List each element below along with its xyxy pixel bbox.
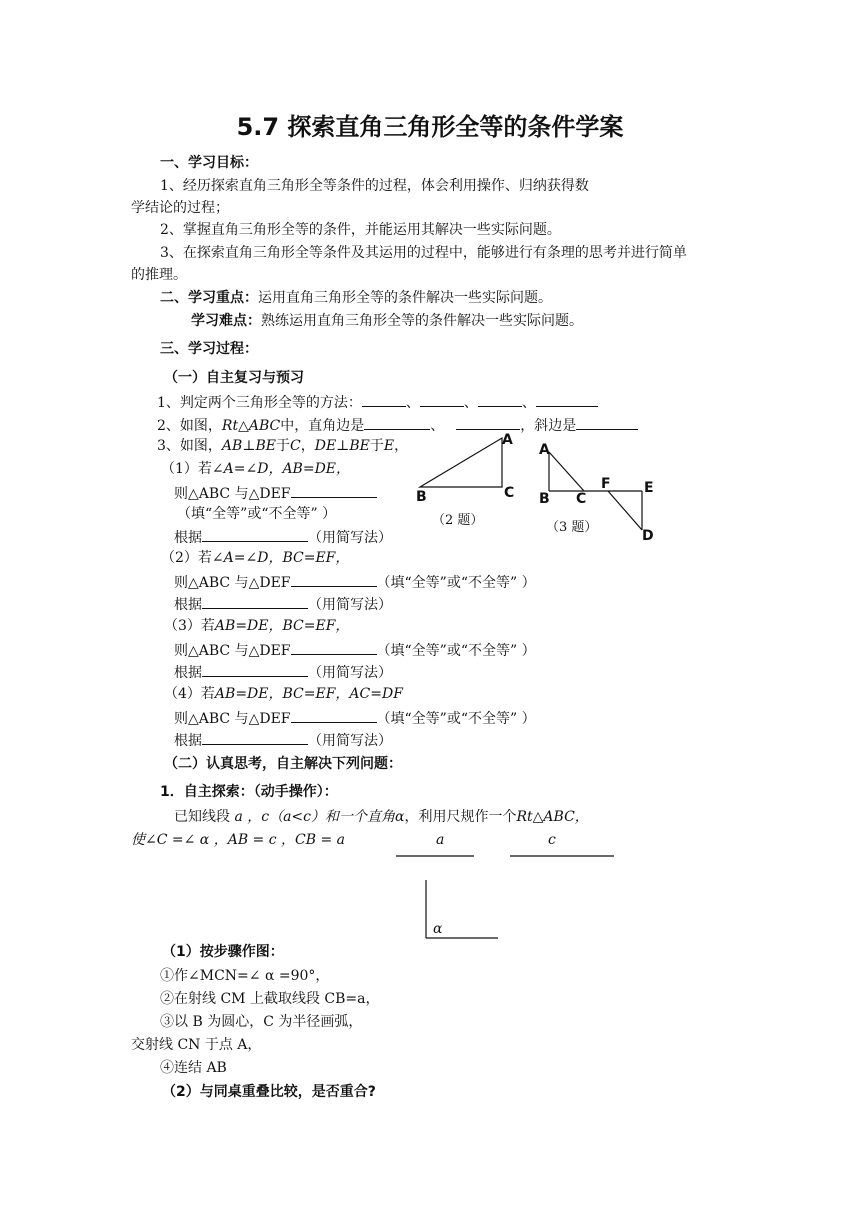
answer-blank[interactable]	[364, 415, 430, 430]
answer-blank[interactable]	[291, 708, 377, 723]
condition-line	[131, 831, 345, 849]
text: ，	[394, 438, 409, 454]
step-4: ④连结 AB	[160, 1060, 227, 1076]
goal-3-line-1: 3、在探索直角三角形全等条件及其运用的过程中，能够进行有条理的思考并进行简单	[160, 245, 687, 261]
goal-3-line-2: 的推理。	[131, 267, 187, 283]
fig3-caption: （3 题）	[546, 520, 598, 535]
sub-question-2	[161, 549, 349, 567]
sub-then: 则△ABC 与△DEF	[174, 643, 291, 659]
segment-c-label: c	[548, 832, 556, 848]
explore-num: 1．自主探索：	[160, 784, 254, 800]
given-text: 已知线段	[174, 809, 230, 825]
sub-num: （2）若	[161, 550, 212, 566]
sub-then: 则△ABC 与△DEF	[174, 711, 291, 727]
fill-hint: （填“全等”或“不全等” ）	[376, 575, 536, 591]
key-point-text: 运用直角三角形全等的条件解决一些实际问题。	[258, 290, 552, 306]
separator: 、	[521, 395, 536, 411]
sub-4-basis	[174, 730, 392, 750]
basis-label: 根据	[174, 733, 202, 749]
text: ，	[300, 438, 315, 454]
question-2-prefix: 2、如图，	[157, 418, 222, 434]
sub-3-conclusion	[174, 640, 536, 660]
answer-blank[interactable]	[291, 572, 377, 587]
goal-1-line-2: 学结论的过程；	[131, 200, 229, 216]
fig3-label-c: C	[576, 491, 587, 507]
condition: DE⊥BE	[314, 438, 370, 454]
explore-tag: （动手操作）：	[253, 784, 338, 800]
condition: C	[290, 438, 301, 454]
triangle-name: Rt△ABC	[221, 418, 281, 434]
fill-hint: （填“全等”或“不全等” ）	[376, 711, 536, 727]
explore-heading	[160, 783, 338, 801]
goal-2: 2、掌握直角三角形全等的条件，并能运用其解决一些实际问题。	[160, 222, 561, 238]
sub-3-basis	[174, 662, 392, 682]
separator: 、	[405, 395, 420, 411]
answer-blank[interactable]	[478, 392, 522, 407]
question-3	[157, 437, 408, 455]
question-1	[157, 392, 598, 412]
sub-4-conclusion	[174, 708, 536, 728]
basis-note: （用简写法）	[308, 665, 392, 681]
sub-num: （1）若	[161, 461, 212, 477]
compare-question: （2）与同桌重叠比较，是否重合?	[162, 1084, 376, 1100]
sub-condition: ∠A=∠D，BC=EF，	[211, 550, 350, 566]
sub-question-3	[164, 617, 349, 635]
sub-num: （4）若	[164, 686, 215, 702]
basis-label: 根据	[174, 665, 202, 681]
difficulty-label: 学习难点：	[191, 313, 261, 329]
fig2-label-c: C	[504, 485, 515, 501]
answer-blank[interactable]	[202, 730, 308, 745]
question-2-hyp: ，斜边是	[520, 418, 577, 434]
fig3-label-a: A	[539, 442, 550, 458]
basis-note: （用简写法）	[308, 597, 392, 613]
question-3-prefix: 3、如图，	[157, 438, 222, 454]
fig3-label-d: D	[642, 528, 654, 544]
basis-note: （用简写法）	[308, 733, 392, 749]
triangle-abc	[420, 438, 502, 487]
difficulty-text: 熟练运用直角三角形全等的条件解决一些实际问题。	[261, 313, 583, 329]
step-3-cont: 交射线 CN 于点 A，	[131, 1037, 262, 1053]
answer-blank[interactable]	[456, 415, 520, 430]
basis-label: 根据	[174, 597, 202, 613]
segment-fd	[608, 491, 642, 530]
sub-question-4	[164, 685, 403, 703]
sub-question-1	[161, 460, 350, 478]
basis-label: 根据	[174, 530, 202, 546]
key-point-label: 二、学习重点：	[160, 290, 258, 306]
key-point-row	[160, 289, 552, 307]
fig2-caption: （2 题）	[432, 513, 484, 528]
condition: AB⊥BE	[221, 438, 276, 454]
sub-2-conclusion	[174, 572, 536, 592]
given-line	[174, 808, 589, 826]
answer-blank[interactable]	[291, 483, 377, 498]
text: 于	[276, 438, 290, 454]
fig3-label-f: F	[601, 476, 611, 492]
segment-ac	[549, 452, 584, 491]
basis-note: （用简写法）	[308, 530, 392, 546]
condition-text: 使∠C =∠ α ，AB = c ，CB = a	[131, 832, 346, 848]
answer-blank[interactable]	[202, 662, 308, 677]
given-vars: a ，c（a<c）和一个直角	[234, 809, 396, 825]
fill-hint: （填“全等”或“不全等” ）	[376, 643, 536, 659]
angle-alpha-label: α	[433, 921, 443, 937]
separator: 、	[463, 395, 478, 411]
steps-heading: （1）按步骤作图：	[162, 944, 284, 960]
difficulty-row	[191, 312, 583, 330]
step-3: ③以 B 为圆心，C 为半径画弧，	[160, 1014, 363, 1030]
condition: E	[383, 438, 395, 454]
answer-blank[interactable]	[420, 392, 464, 407]
answer-blank[interactable]	[291, 640, 377, 655]
sub-1-basis	[174, 527, 392, 547]
goal-1-line-1: 1、经历探索直角三角形全等条件的过程，体会利用操作、归纳获得数	[160, 178, 589, 194]
sub-condition: AB=DE，BC=EF，	[214, 618, 350, 634]
answer-blank[interactable]	[576, 415, 638, 430]
sub-then: 则△ABC 与△DEF	[174, 575, 291, 591]
question-2-text: 中，直角边是	[280, 418, 365, 434]
sub-condition: AB=DE，BC=EF，AC=DF	[214, 686, 403, 702]
page-title: 5.7 探索直角三角形全等的条件学案	[236, 113, 624, 141]
fig3-label-b: B	[539, 491, 550, 507]
sub-then: 则△ABC 与△DEF	[174, 486, 291, 502]
segment-a-label: a	[436, 832, 445, 848]
part2-heading: （二）认真思考，自主解决下列问题：	[164, 756, 402, 772]
answer-blank[interactable]	[536, 392, 598, 407]
fig2-label-b: B	[416, 489, 427, 505]
fig2-label-a: A	[502, 432, 513, 448]
section-goals-heading: 一、学习目标：	[160, 155, 258, 171]
sub-1-conclusion	[174, 483, 377, 503]
answer-blank[interactable]	[202, 527, 308, 542]
sub-2-basis	[174, 594, 392, 614]
separator: 、	[430, 418, 445, 434]
part1-heading: （一）自主复习与预习	[164, 370, 304, 386]
text: 于	[369, 438, 384, 454]
triangle-name: Rt△ABC，	[516, 809, 589, 825]
section-process-heading: 三、学习过程：	[160, 341, 258, 357]
answer-blank[interactable]	[202, 594, 308, 609]
given-segments	[390, 850, 630, 950]
sub-1-fill-hint: （填“全等”或“不全等” ）	[177, 506, 337, 522]
step-1: ①作∠MCN=∠ α =90°，	[160, 968, 330, 984]
sub-num: （3）若	[164, 618, 215, 634]
answer-blank[interactable]	[362, 392, 406, 407]
sub-condition: ∠A=∠D，AB=DE，	[211, 461, 351, 477]
given-text: ，利用尺规作一个	[404, 809, 517, 825]
question-1-text: 1、判定两个三角形全等的方法：	[157, 395, 362, 411]
step-2: ②在射线 CM 上截取线段 CB=a，	[160, 991, 380, 1007]
fig3-label-e: E	[644, 480, 654, 496]
alpha-symbol: α	[395, 809, 405, 825]
